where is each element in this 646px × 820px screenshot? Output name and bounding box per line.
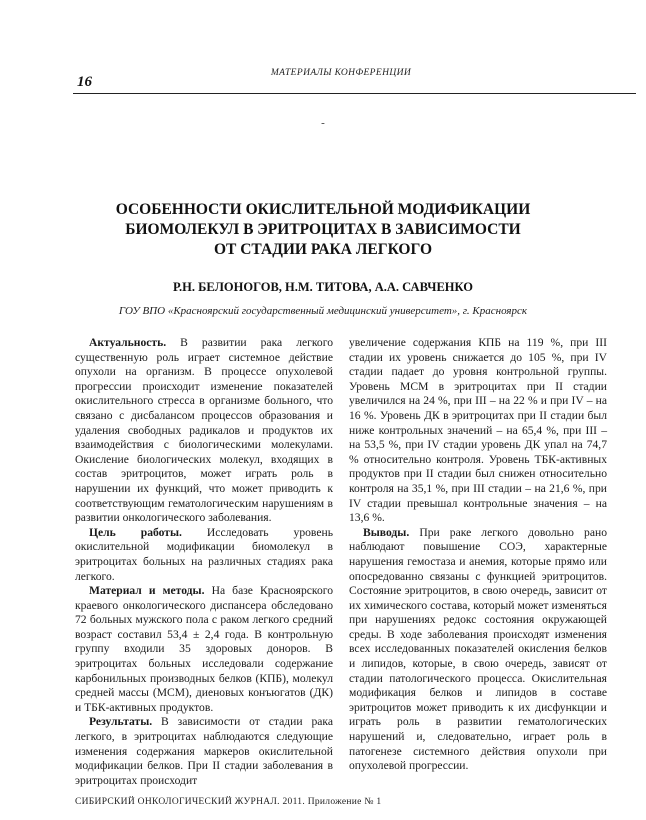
paragraph-lead: Цель работы. <box>89 525 182 539</box>
article-title-line-1: ОСОБЕННОСТИ ОКИСЛИТЕЛЬНОЙ МОДИФИКАЦИИ <box>115 201 531 218</box>
paragraph-lead: Выводы. <box>363 525 410 539</box>
paragraph-goal <box>75 526 333 584</box>
page-number: 16 <box>77 74 92 90</box>
article-title <box>73 200 573 260</box>
paragraph-lead: Материал и методы. <box>89 584 205 598</box>
article-title-line-2: БИОМОЛЕКУЛ В ЭРИТРОЦИТАХ В ЗАВИСИМОСТИ <box>125 221 521 238</box>
paragraph-lead: Актуальность. <box>89 336 167 349</box>
running-head: МАТЕРИАЛЫ КОНФЕРЕНЦИИ <box>270 68 412 78</box>
paragraph-text: В развитии рака легкого существенную роль играет системное действие опухоли на организм. В процессе опухолевой прогрессии происходит изменение показателей окислительного стресса в организме больного, что связано с дисбалансом процессов образования и удаления свободных радикалов и продуктов их взаимодействия с биологическими молекулами. Окисление биологических молекул, входящих в состав эритроцитов, может играть роль в нарушении их функций, что может приводить к соответствующим гематологическим нарушениям в развитии онкологического заболевания. <box>75 336 333 525</box>
paragraph-text: При раке легкого довольно рано наблюдают повышение СОЭ, характерные нарушения гемостаза и анемия, которые прямо или опосредованно связаны с функцией эритроцитов. Состояние эритроцитов, в свою очередь, зависит от их химического состава, который может изменяться при нарушениях редокс состояния окружающей среды. В ходе заболевания происходят изменения всех исследованных показателей окисления белков и липидов, которые, в свою очередь, зависят от стадии патологического процесса. Окислительная модификация белков и липидов в составе эритроцитов может приводить к их дисфункции и играть роль в развитии гематологических нарушений и, следовательно, играет роль в патогенезе системного действия опухоли при опухолевой прогрессии. <box>349 525 607 773</box>
paragraph-results-continued <box>349 336 607 526</box>
article-body <box>75 336 607 788</box>
left-column <box>75 336 333 788</box>
paragraph-lead: Результаты. <box>89 715 153 729</box>
paragraph-relevance <box>75 336 333 526</box>
journal-footer: СИБИРСКИЙ ОНКОЛОГИЧЕСКИЙ ЖУРНАЛ. 2011. Приложение № 1 <box>75 797 382 807</box>
paragraph-results <box>75 715 333 788</box>
article-title-line-3: ОТ СТАДИИ РАКА ЛЕГКОГО <box>213 241 433 258</box>
paragraph-text: Исследовать уровень окислительной модификации биомолекул в эритроцитах больных на различных стадиях рака легкого. <box>75 525 333 583</box>
stray-dash: - <box>321 117 325 129</box>
header-rule <box>73 93 636 94</box>
right-column <box>349 336 607 788</box>
paragraph-text: увеличение содержания КПБ на 119 %, при III стадии их уровень снижается до 105 %, при IV стадии падает до уровня контрольной группы. Уровень МСМ в эритроцитах при II стадии увеличился на 24 %, при III – на 22 % и при IV – на 16 %. Уровень ДК в эритроцитах при II стадии был ниже контрольных значений – на 65,4 %, при III – на 53,5 %, при IV стадии уровень ДК упал на 74,7 % относительно контроля. Уровень ТБК-активных продуктов при II стадии был снижен относительно контроля на 35,1 %, при III стадии – на 21,6 %, при IV стадии превышал контрольные значения – на 13,6 %. <box>349 336 607 525</box>
paragraph-text: На базе Красноярского краевого онкологического диспансера обследовано 72 больных мужского пола с раком легкого средний возраст составил 53,4 ± 2,4 года. В контрольную группу входили 35 здоровых доноров. В эритроцитах больных исследовали содержание карбонильных производных белков (КПБ), молекул средней массы (МСМ), диеновых конъюгатов (ДК) и ТБК-активных продуктов. <box>75 584 334 714</box>
paragraph-methods <box>75 584 333 715</box>
paragraph-text: В зависимости от стадии рака легкого, в эритроцитах наблюдаются следующие изменения содержания маркеров окислительной модификации белков. При II стадии заболевания в эритроцитах происходит <box>75 715 333 787</box>
article-affiliation: ГОУ ВПО «Красноярский государственный медицинский университет», г. Красноярск <box>118 305 528 317</box>
paragraph-conclusions <box>349 526 607 774</box>
article-authors: Р.Н. БЕЛОНОГОВ, Н.М. ТИТОВА, А.А. САВЧЕНКО <box>172 280 473 294</box>
